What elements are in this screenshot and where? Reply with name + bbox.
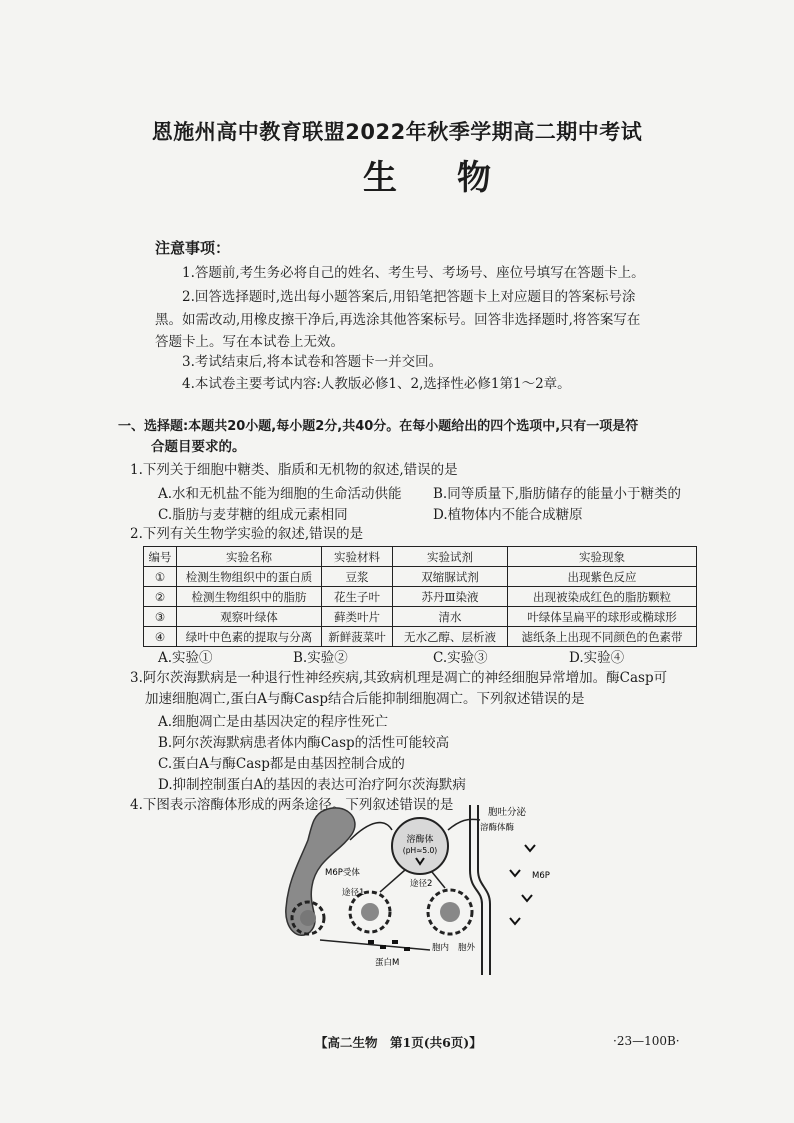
experiment-table (143, 546, 697, 647)
table-cell: 花生子叶 (322, 587, 393, 607)
table-cell: 滤纸条上出现不同颜色的色素带 (508, 627, 697, 647)
q4-stem: 4.下图表示溶酶体形成的两条途径。下列叙述错误的是 (130, 797, 454, 813)
exam-title: 恩施州高中教育联盟2022年秋季学期高二期中考试 (151, 120, 643, 144)
table-header-cell: 实验名称 (177, 547, 322, 567)
table-cell: 检测生物组织中的脂肪 (177, 587, 322, 607)
q1-option-d: D.植物体内不能合成糖原 (433, 507, 583, 523)
table-row (144, 627, 697, 647)
table-cell: ③ (144, 607, 177, 627)
protein-m-fragment (392, 940, 398, 944)
table-cell: 出现被染成红色的脂肪颗粒 (508, 587, 697, 607)
m6p-label: M6P (532, 871, 550, 881)
table-cell: 出现紫色反应 (508, 567, 697, 587)
path1-label: 途径1 (342, 888, 365, 898)
table-header-cell: 实验试剂 (393, 547, 508, 567)
section-heading (118, 417, 708, 457)
table-header-cell: 实验材料 (322, 547, 393, 567)
notice-line-3: 黑。如需改动,用橡皮擦干净后,再选涂其他答案标号。回答非选择题时,将答案写在 (155, 312, 641, 328)
q3-stem-line-2: 加速细胞凋亡,蛋白A与酶Casp结合后能抑制细胞凋亡。下列叙述错误的是 (145, 691, 585, 707)
ph-label: (pH≈5.0) (402, 846, 438, 855)
protein-m-fragment (404, 947, 410, 951)
q3-option-b: B.阿尔茨海默病患者体内酶Casp的活性可能较高 (158, 735, 450, 751)
m6p-receptor-label: M6P受体 (325, 868, 360, 878)
q2-option-d: D.实验④ (569, 650, 625, 666)
notice-line-4: 答题卡上。写在本试卷上无效。 (155, 334, 344, 350)
arrow-protein-return (320, 940, 430, 950)
table-cell: 观察叶绿体 (177, 607, 322, 627)
inside-label: 胞内 (432, 943, 450, 953)
protein-m-fragment (368, 940, 374, 944)
q2-option-c: C.实验③ (433, 650, 488, 666)
table-cell: 清水 (393, 607, 508, 627)
section-heading-line-1: 一、选择题:本题共20小题,每小题2分,共40分。在每小题给出的四个选项中,只有一项是符 (118, 419, 639, 434)
q2-option-a: A.实验① (158, 650, 213, 666)
table-cell: 叶绿体呈扁平的球形或椭球形 (508, 607, 697, 627)
path2-label: 途径2 (410, 879, 433, 889)
table-row (144, 607, 697, 627)
q1-option-a: A.水和无机盐不能为细胞的生命活动供能 (158, 486, 402, 502)
q1-option-b: B.同等质量下,脂肪储存的能量小于糖类的 (433, 486, 682, 502)
arrow-path2 (432, 872, 445, 888)
table-cell: 双缩脲试剂 (393, 567, 508, 587)
arrow-golgi-lysosome (350, 823, 392, 840)
table-cell: 苏丹Ⅲ染液 (393, 587, 508, 607)
page-footer: 【高二生物 第1页(共6页)】 (315, 1035, 482, 1050)
table-row (144, 587, 697, 607)
lysosomal-enzyme-label: 溶酶体酶 (480, 823, 515, 833)
enzyme-mark-outside (510, 918, 520, 924)
vesicle-path2-core (440, 902, 460, 922)
exocytosis-label: 胞吐分泌 (488, 807, 527, 818)
q3-option-a: A.细胞凋亡是由基因决定的程序性死亡 (158, 714, 389, 730)
notice-line-2: 2.回答选择题时,选出每小题答案后,用铅笔把答题卡上对应题目的答案标号涂 (182, 289, 636, 305)
arrow-secretion (448, 819, 480, 830)
table-cell: 新鲜菠菜叶 (322, 627, 393, 647)
lysosome-label: 溶酶体 (406, 835, 434, 845)
table-row (144, 567, 697, 587)
q1-option-c: C.脂肪与麦芽糖的组成元素相同 (158, 507, 348, 523)
table-cell: ④ (144, 627, 177, 647)
notice-heading: 注意事项： (155, 239, 231, 257)
lysosome-diagram (270, 800, 570, 975)
vesicle-path1-core (361, 903, 379, 921)
table-cell: 无水乙醇、层析液 (393, 627, 508, 647)
q2-option-b: B.实验② (293, 650, 348, 666)
table-cell: 绿叶中色素的提取与分离 (177, 627, 322, 647)
protein-m-fragment (380, 945, 386, 949)
notice-line-5: 3.考试结束后,将本试卷和答题卡一并交回。 (182, 354, 443, 370)
table-header-cell: 实验现象 (508, 547, 697, 567)
notice-line-1: 1.答题前,考生务必将自己的姓名、考生号、考场号、座位号填写在答题卡上。 (182, 265, 645, 281)
outside-label: 胞外 (458, 943, 476, 953)
q3-stem-line-1: 3.阿尔茨海默病是一种退行性神经疾病,其致病机理是凋亡的神经细胞异常增加。酶Casp可 (130, 670, 668, 686)
q3-option-d: D.抑制控制蛋白A的基因的表达可治疗阿尔茨海默病 (158, 777, 466, 793)
vesicle-golgi-core (300, 910, 316, 926)
table-header-row (144, 547, 697, 567)
arrow-path1 (380, 870, 405, 892)
enzyme-mark-outside (522, 895, 532, 901)
enzyme-mark-outside (525, 845, 535, 851)
enzyme-mark-outside (510, 870, 520, 876)
table-header-cell: 编号 (144, 547, 177, 567)
table-cell: ② (144, 587, 177, 607)
protein-m-label: 蛋白M (375, 958, 400, 968)
notice-line-6: 4.本试卷主要考试内容:人教版必修1、2,选择性必修1第1～2章。 (182, 376, 571, 392)
table-cell: 藓类叶片 (322, 607, 393, 627)
table-cell: ① (144, 567, 177, 587)
q3-option-c: C.蛋白A与酶Casp都是由基因控制合成的 (158, 756, 405, 772)
table-cell: 检测生物组织中的蛋白质 (177, 567, 322, 587)
subject-title: 生物 (363, 158, 551, 198)
exam-code: ·23—100B· (613, 1034, 680, 1048)
table-cell: 豆浆 (322, 567, 393, 587)
q2-stem: 2.下列有关生物学实验的叙述,错误的是 (130, 526, 364, 542)
section-heading-line-2: 合题目要求的。 (151, 439, 246, 455)
q1-stem: 1.下列关于细胞中糖类、脂质和无机物的叙述,错误的是 (130, 462, 458, 478)
